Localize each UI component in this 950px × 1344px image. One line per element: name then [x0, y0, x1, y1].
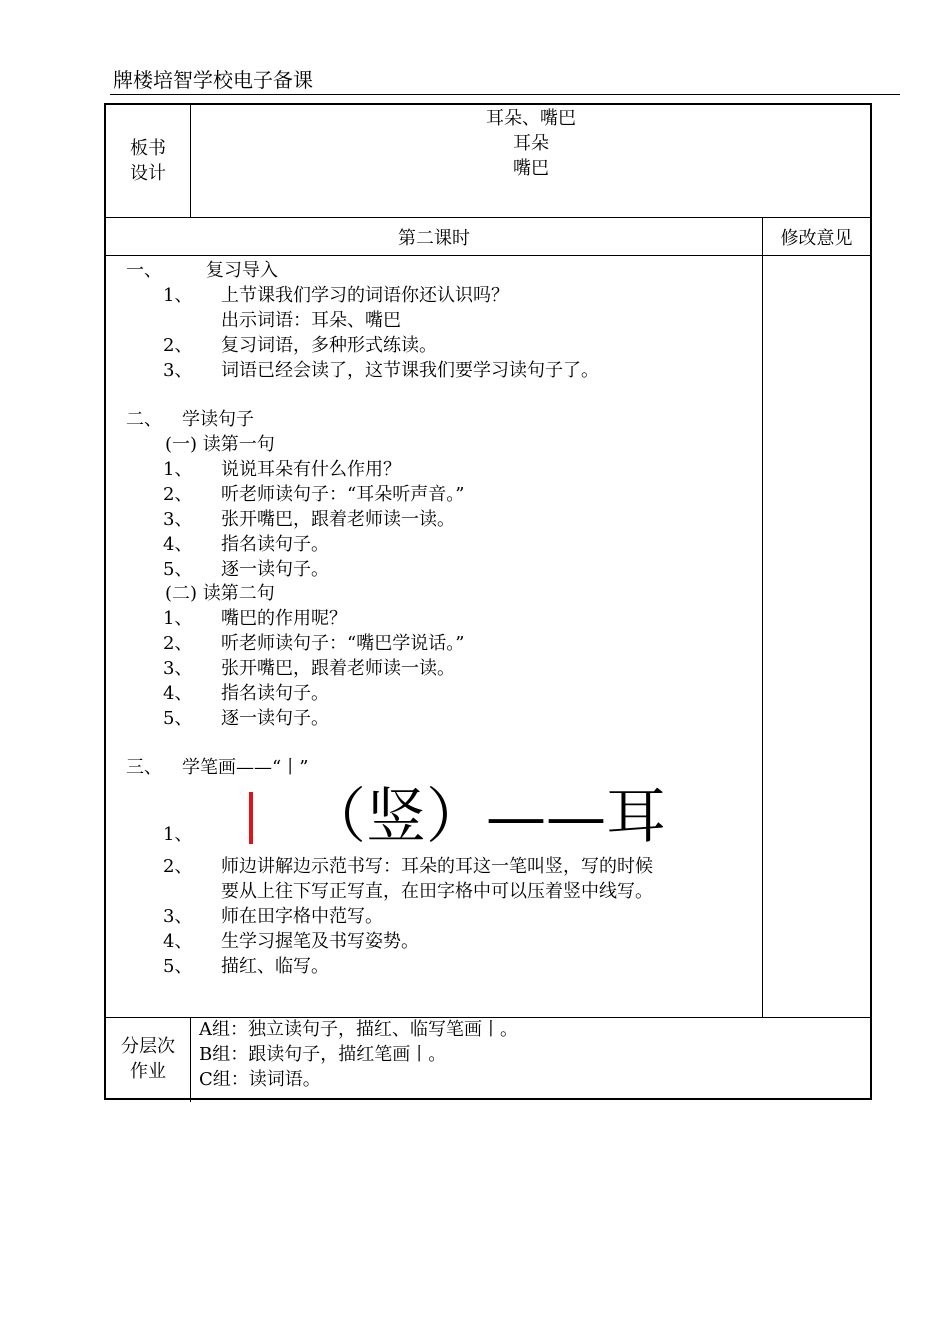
s2a-item-2-text: 听老师读句子：“耳朵听声音。”	[221, 484, 465, 505]
s3-item-2-text: 师边讲解边示范书写：耳朵的耳这一笔叫竖，写的时候	[221, 856, 653, 877]
board-design-label	[106, 136, 190, 186]
board-label-line2: 设计	[130, 163, 166, 184]
s2b-item-5-number: 5、	[163, 708, 193, 729]
vertical-stroke-icon	[249, 792, 253, 844]
s2b-item-2-number: 2、	[163, 633, 193, 654]
s2b-item-2-text: 听老师读句子：“嘴巴学说话。”	[221, 633, 465, 654]
lesson-plan-table	[104, 103, 872, 1100]
board-line-3: 嘴巴	[513, 158, 549, 179]
s2a-item-3-text: 张开嘴巴，跟着老师读一读。	[221, 509, 455, 530]
board-label-divider	[190, 105, 191, 217]
s2b-item-4-text: 指名读句子。	[221, 683, 329, 704]
lesson-title-rule	[106, 255, 870, 256]
section-3-title: 学笔画——“丨”	[182, 757, 309, 778]
board-content	[192, 106, 870, 181]
homework-group-a: A组：独立读句子，描红、临写笔画丨。	[199, 1019, 518, 1040]
section-3-number: 三、	[126, 757, 162, 778]
s3-item-5-text: 描红、临写。	[221, 956, 329, 977]
homework-group-c: C组：读词语。	[199, 1069, 321, 1090]
s3-item-4-text: 生学习握笔及书写姿势。	[221, 931, 419, 952]
board-line-2: 耳朵	[513, 133, 549, 154]
s1-item-2-text: 复习词语，多种形式练读。	[221, 335, 437, 356]
s2b-item-5-text: 逐一读句子。	[221, 708, 329, 729]
s3-item-3-number: 3、	[163, 906, 193, 927]
homework-group-b: B组：跟读句子，描红笔画丨。	[199, 1044, 447, 1065]
board-bottom-rule	[106, 217, 870, 218]
s2a-item-1-text: 说说耳朵有什么作用？	[221, 459, 401, 480]
board-line-1: 耳朵、嘴巴	[486, 108, 576, 129]
s2a-item-4-number: 4、	[163, 534, 193, 555]
s2a-item-3-number: 3、	[163, 509, 193, 530]
s3-item-1-number: 1、	[163, 824, 193, 845]
s1-item-3-number: 3、	[163, 360, 193, 381]
s3-item-4-number: 4、	[163, 931, 193, 952]
s2b-item-4-number: 4、	[163, 683, 193, 704]
s3-item-2b-text: 要从上往下写正写直，在田字格中可以压着竖中线写。	[221, 881, 653, 902]
homework-label-line1: 分层次	[121, 1036, 175, 1057]
s2-sub1-title: (一) 读第一句	[165, 434, 275, 455]
s2-sub2-title: (二) 读第二句	[165, 583, 275, 604]
board-label-line1: 板书	[130, 138, 166, 159]
header-rule	[110, 94, 900, 95]
school-header: 牌楼培智学校电子备课	[113, 68, 313, 92]
s2a-item-5-text: 逐一读句子。	[221, 559, 329, 580]
section-1-number: 一、	[126, 260, 162, 281]
s1-item-2-number: 2、	[163, 335, 193, 356]
s2a-item-2-number: 2、	[163, 484, 193, 505]
homework-label-divider	[190, 1017, 191, 1102]
section-1-title: 复习导入	[206, 260, 278, 281]
s2a-item-4-text: 指名读句子。	[221, 534, 329, 555]
s3-item-2-number: 2、	[163, 856, 193, 877]
revise-column-divider	[762, 217, 763, 1017]
s2a-item-1-number: 1、	[163, 459, 193, 480]
section-2-number: 二、	[126, 409, 162, 430]
s3-item-5-number: 5、	[163, 956, 193, 977]
s2b-item-1-text: 嘴巴的作用呢？	[221, 608, 347, 629]
section-2-title: 学读句子	[182, 409, 254, 430]
s1-item-1b-text: 出示词语：耳朵、嘴巴	[221, 310, 401, 331]
lesson-title: 第二课时	[398, 228, 470, 249]
s1-item-1-number: 1、	[163, 285, 193, 306]
stroke-demo-text: （竖）——耳	[306, 782, 666, 852]
s2a-item-5-number: 5、	[163, 559, 193, 580]
s1-item-1-text: 上节课我们学习的词语你还认识吗？	[221, 285, 509, 306]
s2b-item-3-text: 张开嘴巴，跟着老师读一读。	[221, 658, 455, 679]
homework-label	[106, 1034, 190, 1084]
s3-item-3-text: 师在田字格中范写。	[221, 906, 383, 927]
s1-item-3-text: 词语已经会读了，这节课我们要学习读句子了。	[221, 360, 599, 381]
s2b-item-1-number: 1、	[163, 608, 193, 629]
homework-label-line2: 作业	[130, 1061, 166, 1082]
s2b-item-3-number: 3、	[163, 658, 193, 679]
revise-column-title: 修改意见	[780, 228, 853, 249]
